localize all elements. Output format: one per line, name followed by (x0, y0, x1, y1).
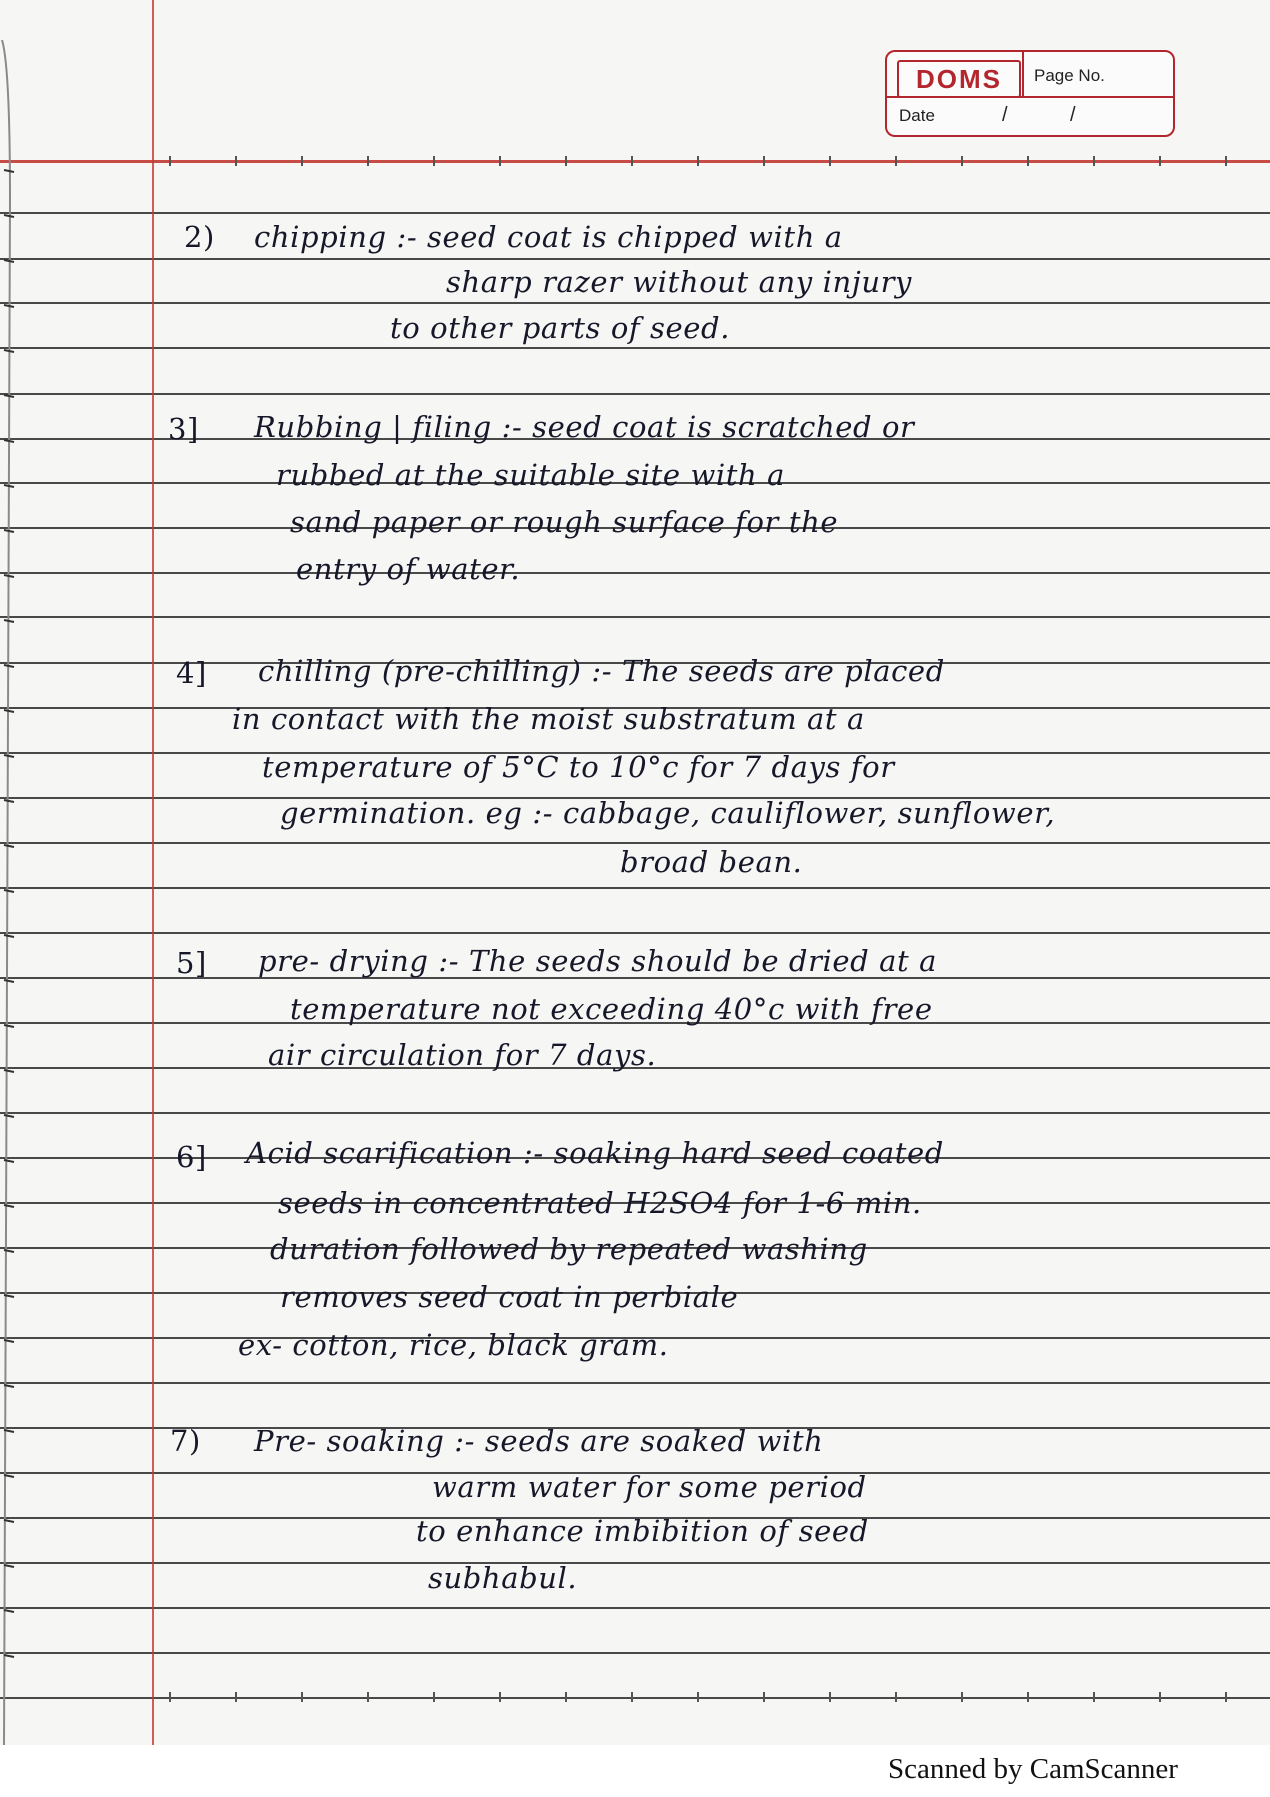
edge-tick (4, 1565, 14, 1567)
edge-tick (4, 1610, 14, 1612)
item-number: 3] (168, 412, 199, 446)
note-line: in contact with the moist substratum at a (232, 702, 865, 736)
edge-tick (4, 1520, 14, 1522)
note-line: chilling (pre-chilling) :- The seeds are placed (258, 654, 945, 688)
scanner-watermark: Scanned by CamScanner (888, 1753, 1178, 1785)
note-line: removes seed coat in perbiale (280, 1280, 739, 1314)
item-number: 6] (176, 1140, 207, 1174)
edge-tick (4, 1070, 14, 1072)
divider (1022, 52, 1024, 96)
brand-header-box (885, 50, 1175, 137)
item-number: 7) (170, 1424, 201, 1458)
edge-tick (4, 215, 14, 217)
note-line: to other parts of seed. (390, 311, 731, 345)
edge-tick (4, 1430, 14, 1432)
edge-tick (4, 1115, 14, 1117)
note-line: Pre- soaking :- seeds are soaked with (254, 1424, 824, 1458)
date-separator: / (1002, 104, 1008, 126)
note-line: seeds in concentrated H2SO4 for 1-6 min. (278, 1186, 922, 1220)
item-number: 5] (176, 946, 207, 980)
page-no-label: Page No. (1034, 66, 1105, 85)
edge-tick (4, 1385, 14, 1387)
edge-tick (4, 1025, 14, 1027)
edge-tick (4, 1295, 14, 1297)
brand-logo: DOMS (897, 60, 1021, 98)
edge-tick (4, 620, 14, 622)
edge-tick (4, 890, 14, 892)
edge-tick (4, 260, 14, 262)
edge-tick (4, 1160, 14, 1162)
edge-tick (4, 1205, 14, 1207)
note-line: ex- cotton, rice, black gram. (238, 1328, 669, 1362)
edge-tick (4, 710, 14, 712)
edge-tick (4, 665, 14, 667)
edge-tick (4, 530, 14, 532)
note-line: temperature not exceeding 40°c with free (290, 992, 933, 1026)
edge-tick (4, 845, 14, 847)
note-line: subhabul. (428, 1561, 578, 1595)
note-line: warm water for some period (432, 1470, 867, 1504)
edge-tick (4, 800, 14, 802)
note-line: sand paper or rough surface for the (290, 505, 839, 539)
edge-tick (4, 575, 14, 577)
note-line: entry of water. (296, 552, 521, 586)
note-line: germination. eg :- cabbage, cauliflower, sunflower, (280, 796, 1056, 830)
note-line: sharp razer without any injury (446, 265, 913, 299)
edge-tick (4, 485, 14, 487)
note-line: temperature of 5°C to 10°c for 7 days for (262, 750, 895, 784)
note-line: rubbed at the suitable site with a (276, 458, 786, 492)
date-separator: / (1070, 104, 1076, 126)
edge-tick (4, 170, 14, 172)
note-line: broad bean. (620, 845, 803, 879)
edge-tick (4, 1655, 14, 1657)
edge-tick (4, 1340, 14, 1342)
edge-tick (4, 440, 14, 442)
note-line: duration followed by repeated washing (270, 1232, 868, 1266)
edge-tick (4, 350, 14, 352)
note-line: Acid scarification :- soaking hard seed coated (246, 1136, 944, 1170)
item-number: 4] (176, 656, 207, 690)
note-line: Rubbing | filing :- seed coat is scratched or (254, 410, 915, 444)
edge-tick (4, 1475, 14, 1477)
edge-tick (4, 935, 14, 937)
date-label: Date (899, 106, 935, 125)
note-line: to enhance imbibition of seed (416, 1514, 869, 1548)
edge-tick (4, 755, 14, 757)
edge-tick (4, 395, 14, 397)
divider (887, 96, 1173, 98)
edge-tick (4, 980, 14, 982)
item-number: 2) (184, 220, 215, 254)
edge-tick (4, 1250, 14, 1252)
note-line: air circulation for 7 days. (268, 1038, 657, 1072)
note-line: pre- drying :- The seeds should be dried at a (258, 944, 938, 978)
note-line: chipping :- seed coat is chipped with a (254, 220, 843, 254)
edge-tick (4, 305, 14, 307)
